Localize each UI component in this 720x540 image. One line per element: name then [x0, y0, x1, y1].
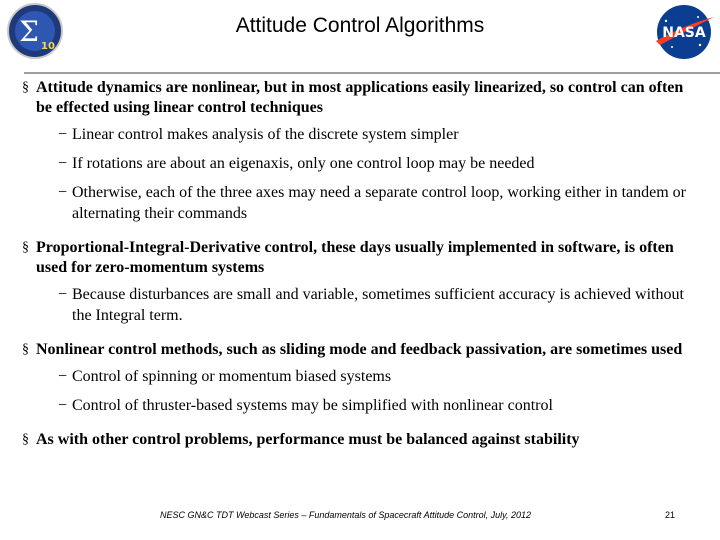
bullet-4 [22, 430, 702, 450]
bullet-2 [22, 238, 702, 278]
sub-bullet [22, 124, 702, 145]
bullet-text: As with other control problems, performance must be balanced against stability [36, 431, 580, 448]
sub-bullet-text: Control of thruster-based systems may be simplified with nonlinear control [72, 397, 553, 414]
title-divider [24, 72, 720, 74]
sub-bullet [22, 395, 702, 416]
sub-bullet-text: Because disturbances are small and variable, sometimes sufficient accuracy is achieved without the Integral term. [72, 286, 684, 324]
page-number: 21 [665, 510, 676, 520]
bullet-marker: § [22, 240, 29, 255]
bullet-marker: § [22, 432, 29, 447]
sub-bullet [22, 153, 702, 174]
sub-bullet-text: Control of spinning or momentum biased systems [72, 368, 392, 385]
nasa-logo-text: NASA [662, 25, 706, 41]
svg-text:Σ: Σ [19, 15, 39, 48]
sub-marker: − [58, 397, 68, 414]
footer-text: NESC GN&C TDT Webcast Series – Fundamentals of Spacecraft Attitude Control, July, 2012 [160, 510, 531, 520]
bullet-3 [22, 340, 702, 360]
sub-bullet-text: Otherwise, each of the three axes may need a separate control loop, working either in tandem or alternating their commands [72, 184, 686, 222]
nasa-logo [650, 3, 718, 61]
bullet-text: Proportional-Integral-Derivative control, these days usually implemented in software, is often used for zero-momentum systems [36, 239, 674, 276]
sub-marker: − [58, 126, 68, 143]
page-title: Attitude Control Algorithms [235, 14, 485, 37]
sub-bullet [22, 182, 702, 224]
sub-marker: − [58, 155, 68, 172]
nesc-logo [3, 3, 67, 59]
bullet-1 [22, 78, 702, 118]
bullet-text: Attitude dynamics are nonlinear, but in most applications easily linearized, so control can often be effected using linear control techniques [36, 79, 684, 116]
sub-bullet [22, 284, 702, 326]
slide-body [22, 78, 702, 450]
sub-marker: − [58, 368, 68, 385]
bullet-text: Nonlinear control methods, such as sliding mode and feedback passivation, are sometimes used [36, 341, 683, 358]
sub-bullet [22, 366, 702, 387]
sub-bullet-text: Linear control makes analysis of the discrete system simpler [72, 126, 459, 143]
sub-marker: − [58, 286, 68, 303]
bullet-marker: § [22, 342, 29, 357]
logo-number: 10 [41, 41, 55, 52]
sub-bullet-text: If rotations are about an eigenaxis, only one control loop may be needed [72, 155, 535, 172]
sub-marker: − [58, 184, 68, 201]
bullet-marker: § [22, 80, 29, 95]
